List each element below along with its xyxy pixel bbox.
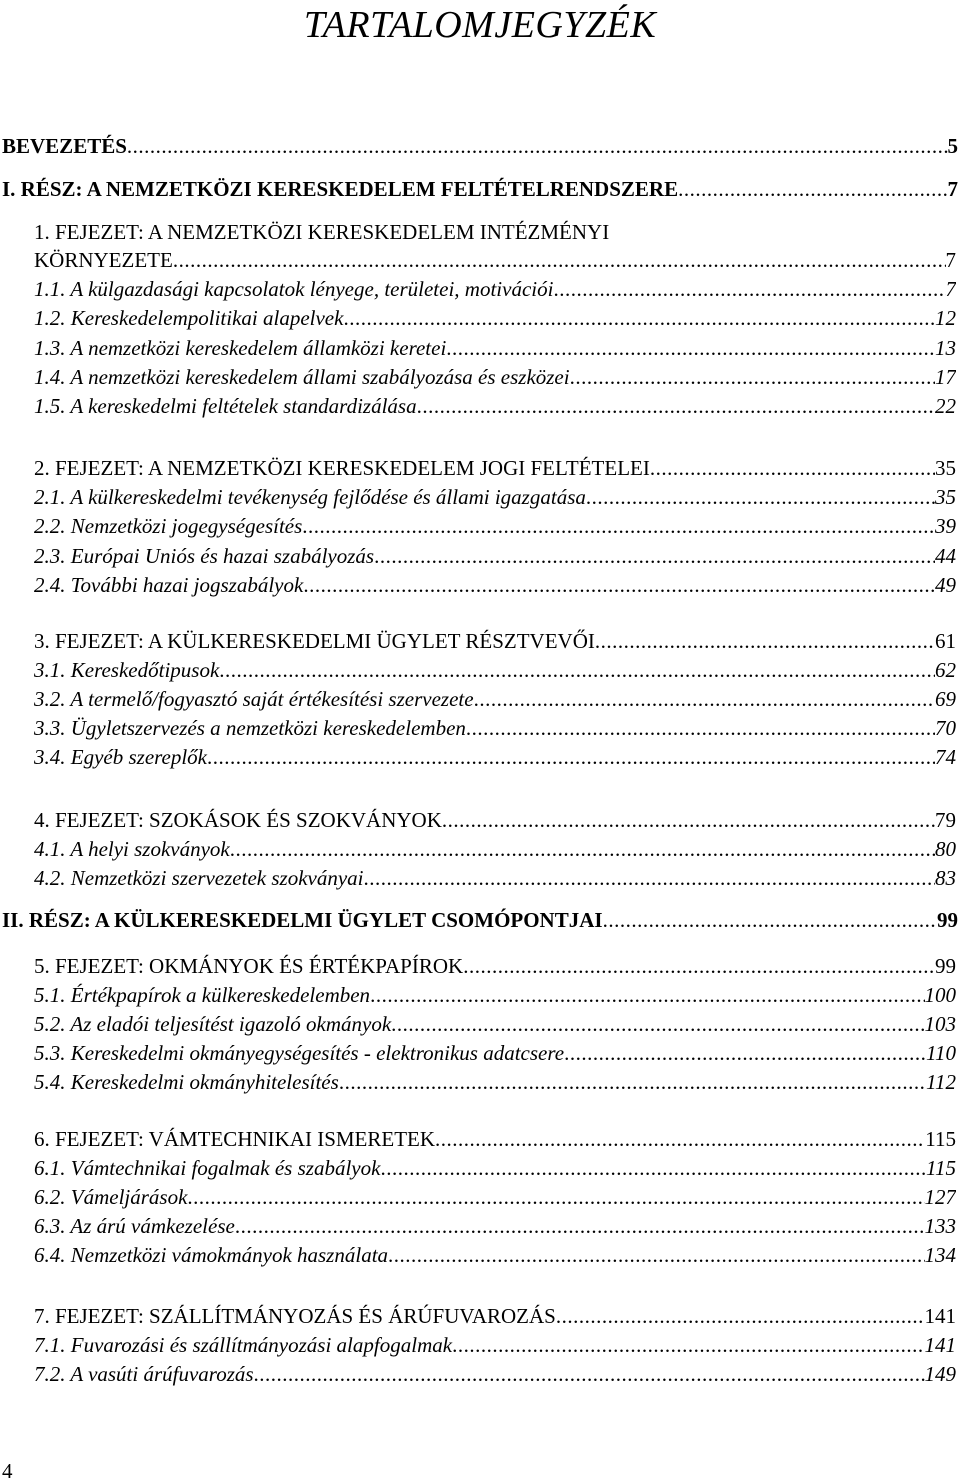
- toc-entry-page: 115: [926, 1156, 956, 1180]
- toc-entry-chapter-3[interactable]: [34, 627, 956, 655]
- toc-entry-label: II. RÉSZ: A KÜLKERESKEDELMI ÜGYLET CSOMÓPONTJAI: [2, 908, 603, 932]
- toc-entry-page: 83: [935, 866, 956, 890]
- leader-dots: [207, 743, 935, 771]
- toc-entry-page: 100: [924, 983, 956, 1007]
- toc-entry-label: 6. FEJEZET: VÁMTECHNIKAI ISMERETEK: [34, 1127, 436, 1151]
- toc-entry-chapter-5[interactable]: [34, 952, 956, 980]
- leader-dots: [173, 246, 946, 274]
- toc-entry-page: 17: [935, 365, 956, 389]
- leader-dots: [230, 835, 935, 863]
- toc-entry-label: 6.3. Az árú vámkezelése: [34, 1214, 235, 1238]
- leader-dots: [435, 1125, 925, 1153]
- toc-entry-label: 1.3. A nemzetközi kereskedelem államközi keretei: [34, 336, 447, 360]
- toc-entry-page: 149: [924, 1362, 956, 1386]
- toc-entry-page: 7: [945, 248, 956, 272]
- toc-entry-page: 49: [935, 573, 956, 597]
- toc-entry-page: 141: [924, 1333, 956, 1357]
- toc-entry-page: 115: [925, 1127, 956, 1151]
- toc-entry-section-3-2[interactable]: [34, 685, 956, 713]
- toc-entry-label: 1.4. A nemzetközi kereskedelem állami szabályozása és eszközei: [34, 365, 570, 389]
- toc-entry-label: 6.2. Vámeljárások: [34, 1185, 188, 1209]
- toc-entry-label: 7.2. A vasúti árúfuvarozás: [34, 1362, 254, 1386]
- leader-dots: [391, 1010, 924, 1038]
- leader-dots: [303, 571, 935, 599]
- leader-dots: [380, 1154, 926, 1182]
- toc-entry-section-1-2[interactable]: [34, 304, 956, 332]
- leader-dots: [556, 1302, 925, 1330]
- leader-dots: [463, 952, 935, 980]
- leader-dots: [678, 175, 947, 203]
- leader-dots: [254, 1360, 925, 1388]
- toc-entry-label: 3.2. A termelő/fogyasztó saját értékesítési szervezete: [34, 687, 474, 711]
- leader-dots: [553, 275, 945, 303]
- toc-entry-page: 141: [924, 1304, 956, 1328]
- toc-entry-chapter-1-line1[interactable]: 1. FEJEZET: A NEMZETKÖZI KERESKEDELEM INTÉZMÉNYI: [34, 220, 610, 244]
- toc-entry-page: 5: [947, 134, 958, 158]
- toc-entry-chapter-7[interactable]: [34, 1302, 956, 1330]
- toc-entry-page: 70: [935, 716, 956, 740]
- toc-entry-page: 127: [924, 1185, 956, 1209]
- toc-entry-part-1[interactable]: [2, 175, 958, 203]
- leader-dots: [302, 512, 935, 540]
- toc-entry-section-5-2[interactable]: [34, 1010, 956, 1038]
- toc-entry-section-2-2[interactable]: [34, 512, 956, 540]
- toc-entry-chapter-2[interactable]: [34, 454, 956, 482]
- leader-dots: [127, 132, 948, 160]
- toc-entry-label: 6.4. Nemzetközi vámokmányok használata: [34, 1243, 389, 1267]
- leader-dots: [586, 483, 935, 511]
- toc-entry-page: 12: [935, 306, 956, 330]
- toc-entry-page: 39: [935, 514, 956, 538]
- toc-entry-part-2[interactable]: [2, 906, 958, 934]
- toc-entry-page: 134: [924, 1243, 956, 1267]
- leader-dots: [595, 627, 935, 655]
- toc-entry-label: 4.2. Nemzetközi szervezetek szokványai: [34, 866, 364, 890]
- toc-entry-section-1-4[interactable]: [34, 363, 956, 391]
- toc-entry-label: 1.5. A kereskedelmi feltételek standardizálása: [34, 394, 417, 418]
- leader-dots: [446, 334, 935, 362]
- toc-entry-label: 2. FEJEZET: A NEMZETKÖZI KERESKEDELEM JOGI FELTÉTELEI: [34, 456, 650, 480]
- toc-entry-label: 6.1. Vámtechnikai fogalmak és szabályok: [34, 1156, 381, 1180]
- toc-entry-label: 3.1. Kereskedőtipusok: [34, 658, 220, 682]
- leader-dots: [417, 392, 935, 420]
- toc-entry-page: 62: [935, 658, 956, 682]
- toc-entry-section-5-4[interactable]: [34, 1068, 956, 1096]
- leader-dots: [339, 1068, 926, 1096]
- toc-entry-label: 1.2. Kereskedelempolitikai alapelvek: [34, 306, 344, 330]
- toc-entry-section-2-1[interactable]: [34, 483, 956, 511]
- toc-entry-page: 44: [935, 544, 956, 568]
- toc-entry-label: 5.2. Az eladói teljesítést igazoló okmányok: [34, 1012, 392, 1036]
- toc-entry-page: 22: [935, 394, 956, 418]
- toc-entry-label: 3.4. Egyéb szereplők: [34, 745, 208, 769]
- toc-entry-label: 2.2. Nemzetközi jogegységesítés: [34, 514, 303, 538]
- toc-entry-label: 4.1. A helyi szokványok: [34, 837, 230, 861]
- toc-entry-page: 99: [937, 908, 958, 932]
- toc-entry-section-4-1[interactable]: [34, 835, 956, 863]
- toc-entry-label: 2.4. További hazai jogszabályok: [34, 573, 304, 597]
- leader-dots: [219, 656, 935, 684]
- toc-entry-label: 2.3. Európai Uniós és hazai szabályozás: [34, 544, 375, 568]
- toc-entry-page: 112: [926, 1070, 956, 1094]
- toc-entry-label: KÖRNYEZETE: [34, 248, 173, 272]
- toc-entry-page: 7: [947, 177, 958, 201]
- toc-entry-bevezetes[interactable]: [2, 132, 958, 160]
- toc-entry-label: BEVEZETÉS: [2, 134, 127, 158]
- toc-entry-section-2-4[interactable]: [34, 571, 956, 599]
- leader-dots: [474, 685, 935, 713]
- toc-entry-label: 5.3. Kereskedelmi okmányegységesítés - elektronikus adatcsere: [34, 1041, 565, 1065]
- toc-entry-label: 5.1. Értékpapírok a külkereskedelemben: [34, 983, 371, 1007]
- toc-entry-label: 5.4. Kereskedelmi okmányhitelesítés: [34, 1070, 339, 1094]
- toc-entry-page: 80: [935, 837, 956, 861]
- toc-entry-section-1-5[interactable]: [34, 392, 956, 420]
- leader-dots: [187, 1183, 924, 1211]
- leader-dots: [564, 1039, 926, 1067]
- toc-entry-label: 5. FEJEZET: OKMÁNYOK ÉS ÉRTÉKPAPÍROK: [34, 954, 464, 978]
- toc-entry-page: 103: [924, 1012, 956, 1036]
- toc-entry-chapter-6[interactable]: [34, 1125, 956, 1153]
- toc-entry-section-7-2[interactable]: [34, 1360, 956, 1388]
- leader-dots: [603, 906, 937, 934]
- toc-entry-label: 3. FEJEZET: A KÜLKERESKEDELMI ÜGYLET RÉSZTVEVŐI: [34, 629, 595, 653]
- toc-entry-section-3-1[interactable]: [34, 656, 956, 684]
- toc-entry-label: 2.1. A külkereskedelmi tevékenység fejlődése és állami igazgatása: [34, 485, 586, 509]
- toc-entry-section-3-3[interactable]: [34, 714, 956, 742]
- page-title: TARTALOMJEGYZÉK: [303, 4, 657, 46]
- toc-entry-page: 133: [924, 1214, 956, 1238]
- toc-entry-section-3-4[interactable]: [34, 743, 956, 771]
- toc-entry-section-7-1[interactable]: [34, 1331, 956, 1359]
- toc-entry-section-5-1[interactable]: [34, 981, 956, 1009]
- toc-entry-label: 7.1. Fuvarozási és szállítmányozási alapfogalmak: [34, 1333, 453, 1357]
- leader-dots: [442, 806, 935, 834]
- toc-entry-page: 79: [935, 808, 956, 832]
- toc-entry-chapter-1[interactable]: [34, 246, 956, 274]
- toc-entry-page: 7: [945, 277, 956, 301]
- toc-entry-page: 35: [935, 485, 956, 509]
- toc-entry-page: 99: [935, 954, 956, 978]
- toc-entry-page: 35: [935, 456, 956, 480]
- toc-entry-section-6-4[interactable]: [34, 1241, 956, 1269]
- toc-entry-label: I. RÉSZ: A NEMZETKÖZI KERESKEDELEM FELTÉTELRENDSZERE: [2, 177, 679, 201]
- toc-entry-label: 4. FEJEZET: SZOKÁSOK ÉS SZOKVÁNYOK: [34, 808, 442, 832]
- toc-entry-label: 3.3. Ügyletszervezés a nemzetközi kereskedelemben: [34, 716, 466, 740]
- toc-entry-section-4-2[interactable]: [34, 864, 956, 892]
- toc-entry-section-2-3[interactable]: [34, 542, 956, 570]
- leader-dots: [466, 714, 935, 742]
- toc-entry-page: 61: [935, 629, 956, 653]
- leader-dots: [343, 304, 935, 332]
- toc-entry-label: 7. FEJEZET: SZÁLLÍTMÁNYOZÁS ÉS ÁRÚFUVAROZÁS: [34, 1304, 556, 1328]
- toc-entry-page: 13: [935, 336, 956, 360]
- toc-entry-section-1-1[interactable]: [34, 275, 956, 303]
- toc-entry-section-5-3[interactable]: [34, 1039, 956, 1067]
- toc-entry-section-6-3[interactable]: [34, 1212, 956, 1240]
- toc-entry-page: 69: [935, 687, 956, 711]
- toc-entry-page: 110: [926, 1041, 956, 1065]
- leader-dots: [235, 1212, 925, 1240]
- leader-dots: [650, 454, 935, 482]
- leader-dots: [374, 542, 935, 570]
- leader-dots: [364, 864, 936, 892]
- leader-dots: [370, 981, 924, 1009]
- toc-entry-section-6-1[interactable]: [34, 1154, 956, 1182]
- toc-entry-section-1-3[interactable]: [34, 334, 956, 362]
- toc-entry-section-6-2[interactable]: [34, 1183, 956, 1211]
- toc-entry-chapter-4[interactable]: [34, 806, 956, 834]
- toc-entry-label: 1.1. A külgazdasági kapcsolatok lényege, területei, motivációi: [34, 277, 554, 301]
- toc-entry-page: 74: [935, 745, 956, 769]
- page-number: 4: [2, 1459, 13, 1483]
- leader-dots: [388, 1241, 924, 1269]
- leader-dots: [570, 363, 935, 391]
- leader-dots: [452, 1331, 924, 1359]
